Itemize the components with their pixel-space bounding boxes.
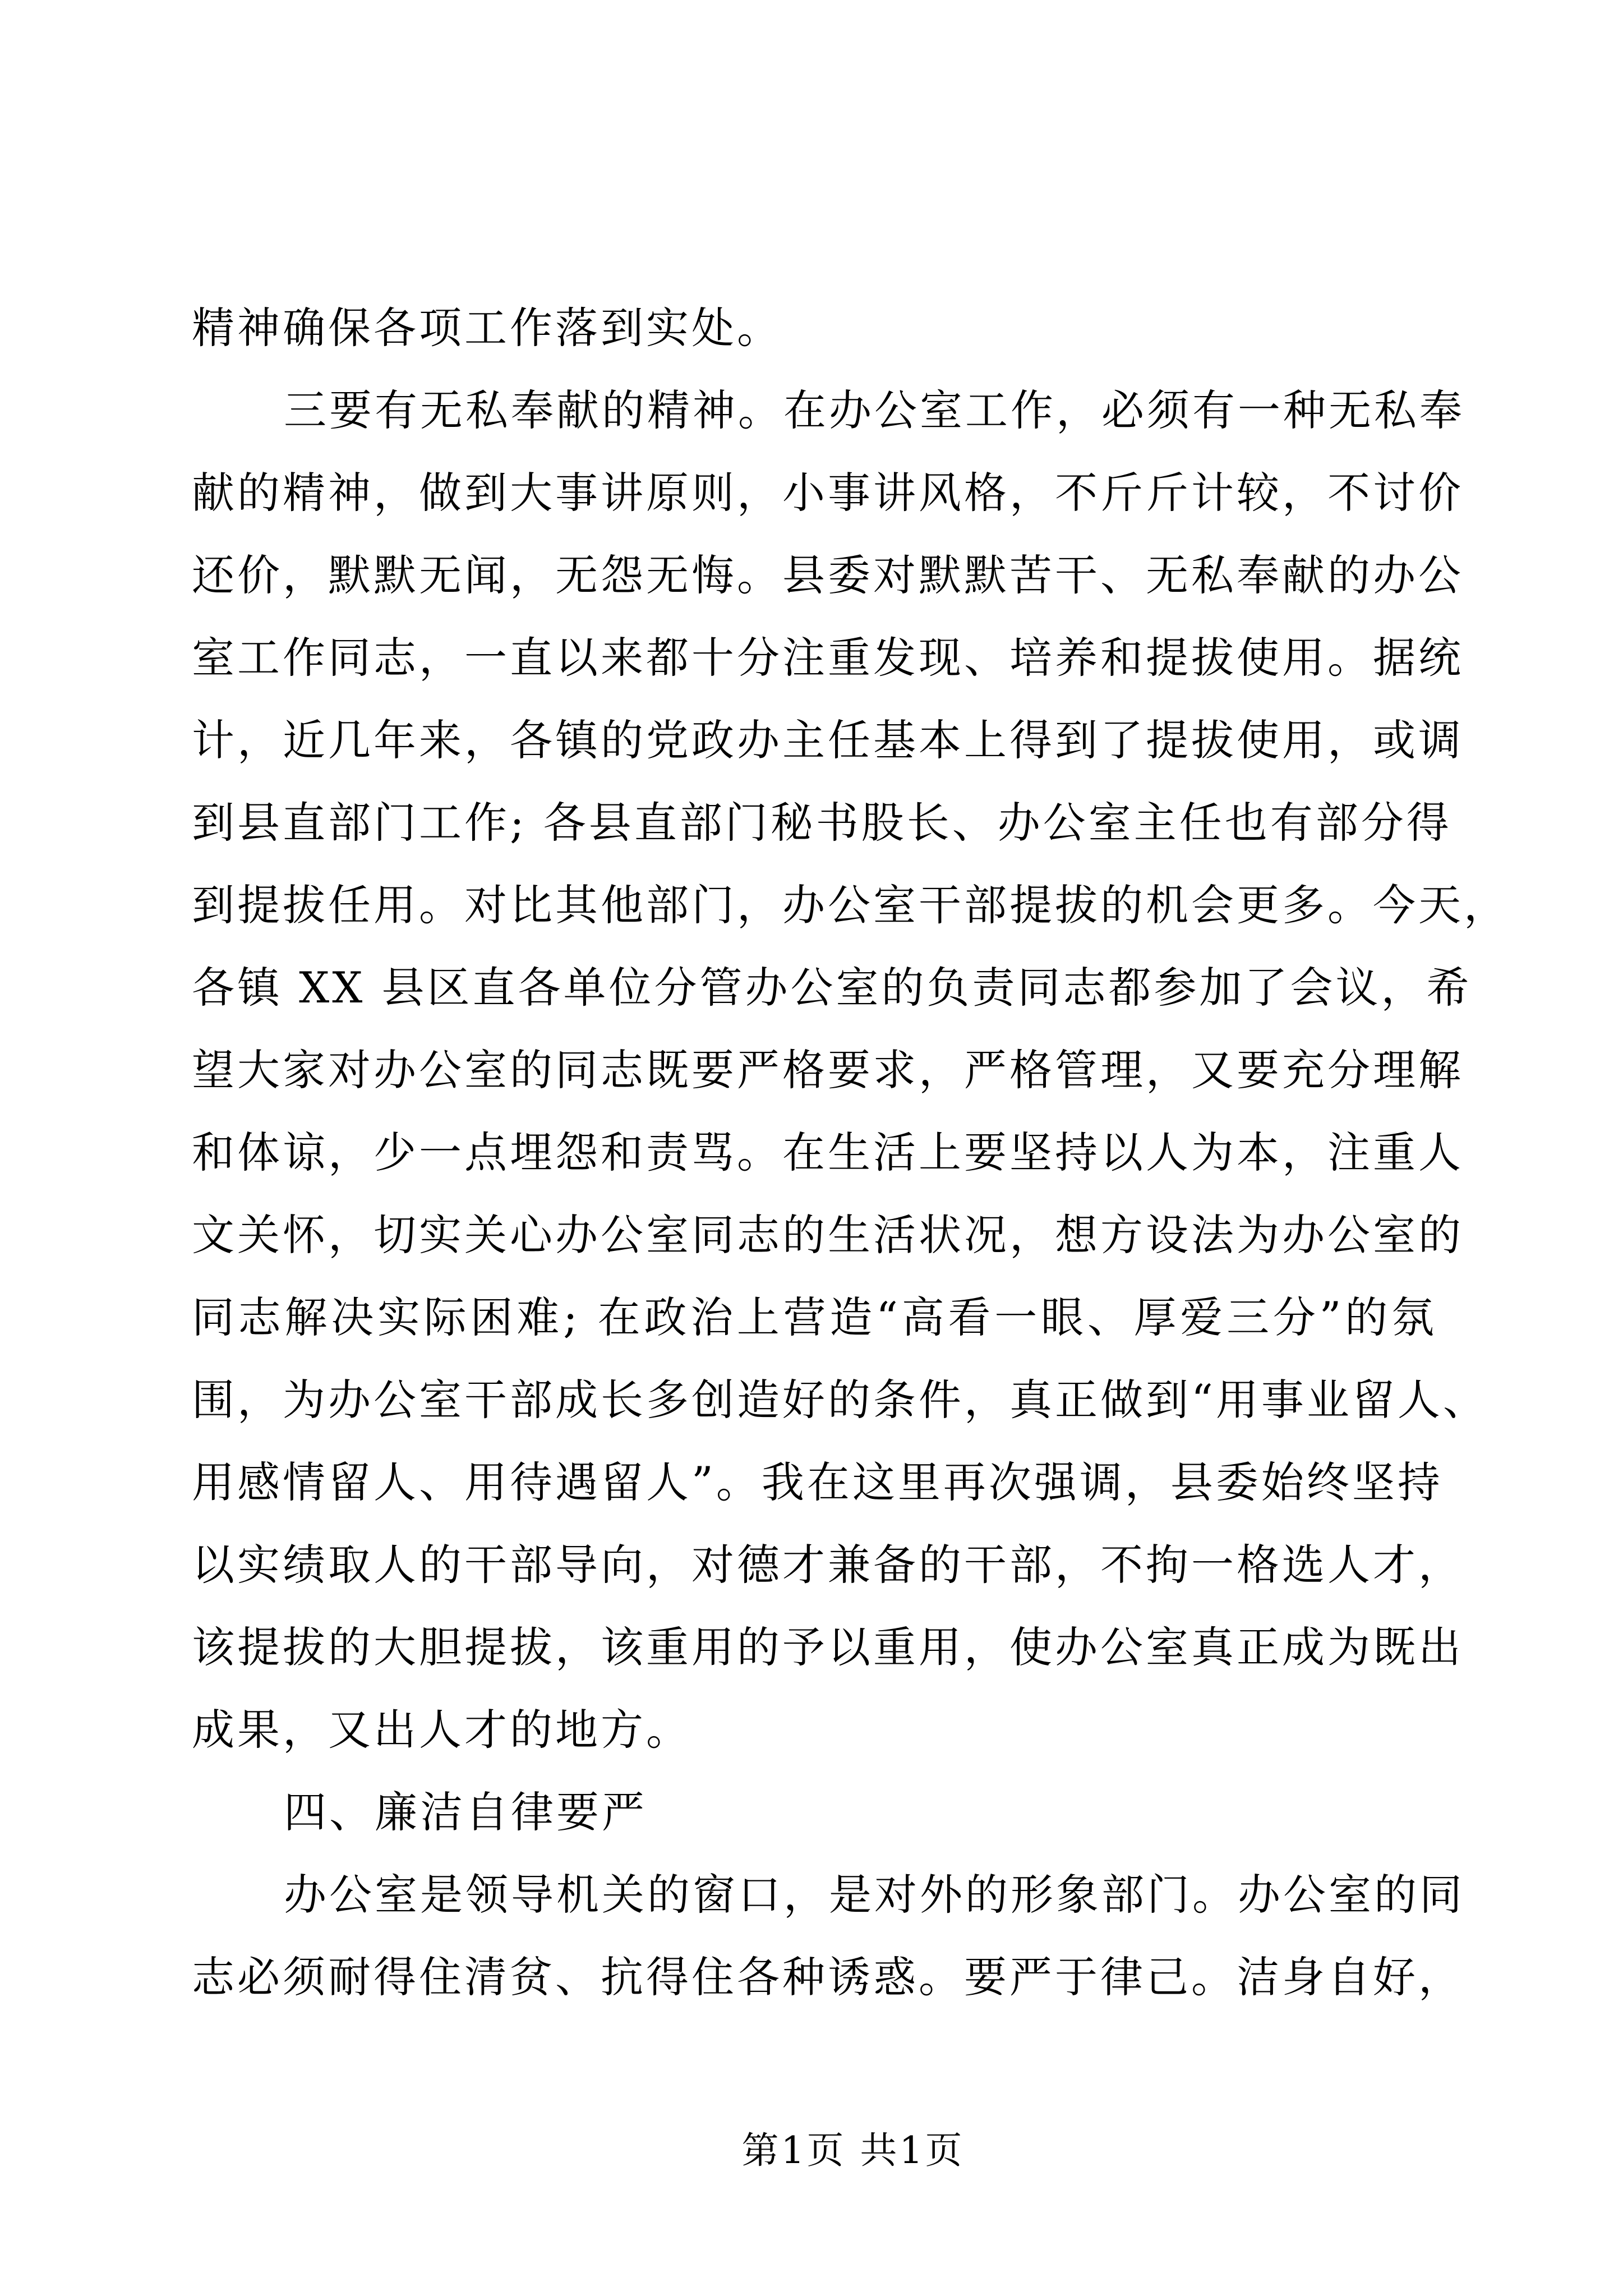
text-line: 该提拔的大胆提拔，该重用的予以重用，使办公室真正成为既出 (192, 1622, 1464, 1672)
text-line: 志必须耐得住清贫、抗得住各种诱惑。要严于律己。洁身自好， (192, 1952, 1464, 2002)
page-number-label: 第1页 共1页 (741, 2129, 965, 2172)
text-line: 室工作同志，一直以来都十分注重发现、培养和提拔使用。据统 (192, 633, 1464, 683)
page-footer (0, 2131, 1623, 2170)
text-line: 精神确保各项工作落到实处。 (192, 303, 782, 353)
text-line: 到县直部门工作; 各县直部门秘书股长、办公室主任也有部分得 (192, 798, 1452, 848)
text-line: 同志解决实际困难; 在政治上营造“高看一眼、厚爱三分”的氛 (192, 1292, 1437, 1342)
text-line: 以实绩取人的干部导向，对德才兼备的干部，不拘一格选人才， (192, 1540, 1464, 1590)
text-line: 和体谅，少一点埋怨和责骂。在生活上要坚持以人为本，注重人 (192, 1128, 1464, 1177)
text-line: 文关怀，切实关心办公室同志的生活状况，想方设法为办公室的 (192, 1210, 1464, 1260)
text-line: 用感情留人、用待遇留人”。我在这里再次强调，县委始终坚持 (192, 1457, 1443, 1507)
text-line: 计，近几年来，各镇的党政办主任基本上得到了提拔使用，或调 (192, 715, 1464, 765)
text-line: 望大家对办公室的同志既要严格要求，严格管理，又要充分理解 (192, 1045, 1464, 1095)
text-line: 还价，默默无闻，无怨无悔。县委对默默苦干、无私奉献的办公 (192, 550, 1464, 600)
text-line: 四、廉洁自律要严 (284, 1787, 647, 1837)
document-body (192, 287, 1509, 2018)
text-line: 围，为办公室干部成长多创造好的条件，真正做到“用事业留人、 (192, 1375, 1488, 1425)
text-line: 到提拔任用。对比其他部门，办公室干部提拔的机会更多。今天， (192, 880, 1509, 930)
text-line: 成果，又出人才的地方。 (192, 1705, 691, 1755)
text-line: 献的精神，做到大事讲原则，小事讲风格，不斤斤计较，不讨价 (192, 468, 1464, 518)
text-line: 各镇 XX 县区直各单位分管办公室的负责同志都参加了会议，希 (192, 963, 1472, 1013)
text-line: 办公室是领导机关的窗口，是对外的形象部门。办公室的同 (284, 1870, 1465, 1920)
text-line: 三要有无私奉献的精神。在办公室工作，必须有一种无私奉 (284, 385, 1465, 435)
